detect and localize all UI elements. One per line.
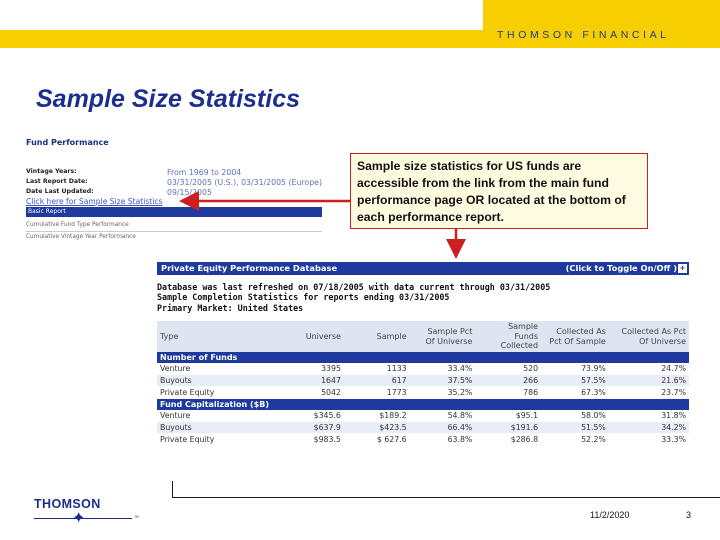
cell: 23.7%: [609, 387, 689, 399]
date-last-updated-label: Date Last Updated:: [26, 188, 94, 195]
vintage-years-value: From 1969 to 2004: [167, 168, 242, 177]
col-header-text: Collected As Pct Of Sample: [549, 327, 606, 346]
sample-size-statistics-link[interactable]: Click here for Sample Size Statistics: [26, 197, 163, 206]
section-label: Number of Funds: [157, 352, 689, 363]
cell: 24.7%: [609, 363, 689, 375]
cell: 58.0%: [541, 410, 609, 422]
cell: 21.6%: [609, 375, 689, 387]
info-refresh: Database was last refreshed on 07/18/2005 with data current through 03/31/2005: [157, 282, 551, 292]
section-row: [157, 399, 689, 411]
cell: 33.4%: [410, 363, 476, 375]
cell: Buyouts: [157, 422, 266, 434]
col-header: Universe: [266, 321, 344, 352]
cell: $189.2: [344, 410, 410, 422]
cell: 1773: [344, 387, 410, 399]
toggle-label[interactable]: (Click to Toggle On/Off ): [565, 263, 677, 273]
section-row: [157, 352, 689, 363]
cell: 73.9%: [541, 363, 609, 375]
thomson-logo: THOMSON: [34, 497, 101, 511]
col-header: [609, 321, 689, 352]
cell: 54.8%: [410, 410, 476, 422]
col-header-text: Sample Funds Collected: [500, 322, 539, 351]
trademark: ™: [134, 515, 139, 521]
col-header: [541, 321, 609, 352]
cell: Private Equity: [157, 434, 266, 446]
table-header-row: [157, 321, 689, 352]
footer-rule-vertical: [172, 481, 173, 498]
cell: 266: [475, 375, 541, 387]
plus-box-icon[interactable]: +: [679, 264, 686, 272]
col-header: Sample: [344, 321, 410, 352]
last-report-date-value: 03/31/2005 (U.S.), 03/31/2005 (Europe): [167, 178, 322, 187]
cell: $423.5: [344, 422, 410, 434]
cell: 35.2%: [410, 387, 476, 399]
cell: $983.5: [266, 434, 344, 446]
callout-box: Sample size statistics for US funds are accessible from the link from the main fund performance page OR located at the bottom of each performance report.: [350, 153, 648, 229]
vintage-years-label: Vintage Years:: [26, 168, 77, 175]
cell: 34.2%: [609, 422, 689, 434]
database-header[interactable]: [157, 262, 689, 275]
footer-date: 11/2/2020: [590, 510, 630, 520]
info-market: Primary Market: United States: [157, 302, 304, 313]
cell: 57.5%: [541, 375, 609, 387]
cell: 33.3%: [609, 434, 689, 446]
cell: $637.9: [266, 422, 344, 434]
star-icon: ✦: [72, 510, 86, 527]
cell: 1647: [266, 375, 344, 387]
cumulative-vintage-year-link[interactable]: Cumulative Vintage Year Performance: [26, 234, 136, 240]
cell: Venture: [157, 363, 266, 375]
cell: $ 627.6: [344, 434, 410, 446]
cell: 786: [475, 387, 541, 399]
cell: 31.8%: [609, 410, 689, 422]
cumulative-fund-type-link[interactable]: Cumulative Fund Type Performance: [26, 222, 129, 228]
cell: 5042: [266, 387, 344, 399]
cell: $191.6: [475, 422, 541, 434]
page-number: 3: [686, 510, 692, 520]
cell: 63.8%: [410, 434, 476, 446]
section-label: Fund Capitalization ($B): [157, 399, 689, 411]
col-header: Type: [157, 321, 266, 352]
footer-rule: [172, 497, 720, 498]
table-row: [157, 410, 689, 422]
cell: 520: [475, 363, 541, 375]
cell: 1133: [344, 363, 410, 375]
col-header: [475, 321, 541, 352]
col-header: [410, 321, 476, 352]
cell: 37.5%: [410, 375, 476, 387]
fund-performance-title: Fund Performance: [26, 138, 109, 147]
cell: Buyouts: [157, 375, 266, 387]
col-header-text: Sample Pct Of Universe: [425, 327, 473, 346]
database-info: [157, 282, 550, 313]
date-last-updated-value: 09/15/2005: [167, 188, 212, 197]
table-row: [157, 422, 689, 434]
database-title: Private Equity Performance Database: [161, 263, 338, 273]
cell: 52.2%: [541, 434, 609, 446]
info-completion: Sample Completion Statistics for reports ending 03/31/2005: [157, 292, 450, 303]
basic-report-tab[interactable]: Basic Report: [26, 207, 322, 217]
cell: 67.3%: [541, 387, 609, 399]
table-row: [157, 434, 689, 446]
brand-label: THOMSON FINANCIAL: [497, 29, 670, 41]
cell: Private Equity: [157, 387, 266, 399]
table-row: [157, 387, 689, 399]
sample-statistics-table: [157, 321, 689, 446]
table-row: [157, 363, 689, 375]
slide-title: Sample Size Statistics: [36, 85, 301, 113]
cell: 617: [344, 375, 410, 387]
cell: $95.1: [475, 410, 541, 422]
cell: 51.5%: [541, 422, 609, 434]
cell: Venture: [157, 410, 266, 422]
cell: 66.4%: [410, 422, 476, 434]
cell: 3395: [266, 363, 344, 375]
table-row: [157, 375, 689, 387]
col-header-text: Collected As Pct Of Universe: [621, 327, 686, 346]
cell: $286.8: [475, 434, 541, 446]
last-report-date-label: Last Report Date:: [26, 178, 88, 185]
cell: $345.6: [266, 410, 344, 422]
